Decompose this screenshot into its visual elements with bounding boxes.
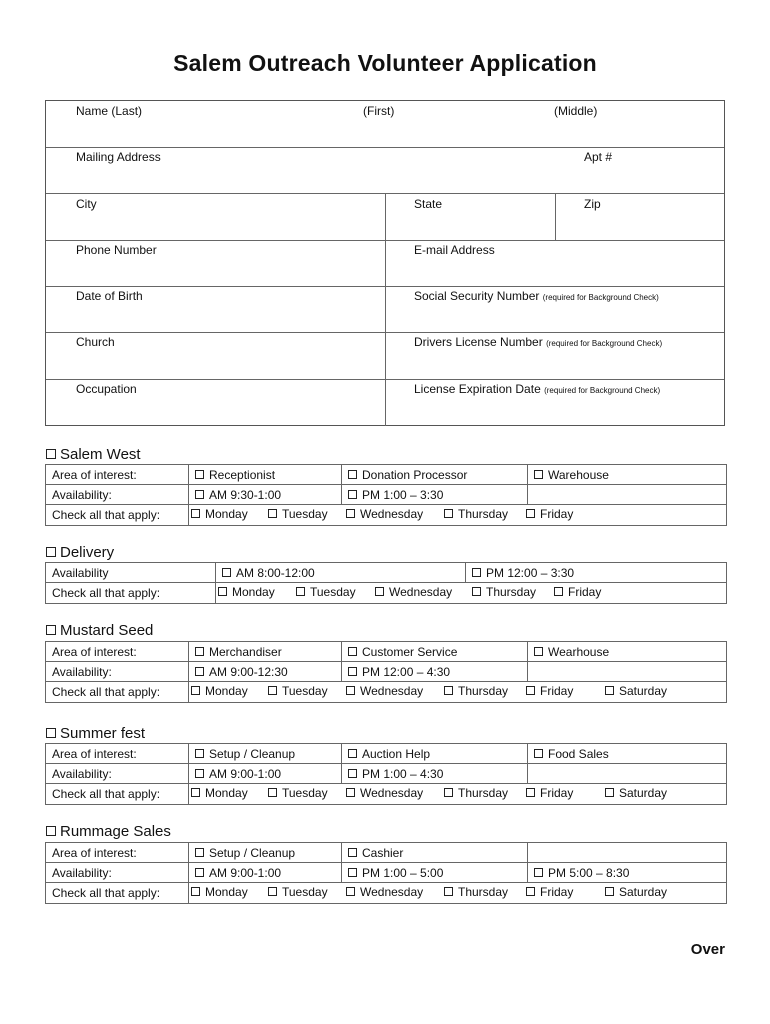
area-label: Area of interest: <box>46 843 189 863</box>
checkbox-icon[interactable] <box>348 868 357 877</box>
checkbox-icon[interactable] <box>605 686 614 695</box>
table-cell <box>528 465 727 485</box>
checkbox-icon <box>46 826 56 836</box>
table-cell <box>342 863 528 883</box>
checkbox-icon[interactable] <box>268 788 277 797</box>
salem-west-table <box>45 464 727 526</box>
table-cell <box>342 485 528 505</box>
checkbox-icon[interactable] <box>191 509 200 518</box>
background-check-note: (required for Background Check) <box>546 339 663 348</box>
drivers-license-field[interactable] <box>414 335 662 349</box>
summer-fest-checkbox[interactable] <box>46 725 145 742</box>
drivers-license-label: Drivers License Number <box>414 335 543 349</box>
checkbox-icon[interactable] <box>218 587 227 596</box>
table-cell <box>216 583 727 604</box>
summer-fest-title: Summer fest <box>60 725 146 742</box>
table-cell <box>342 662 528 682</box>
table-cell <box>528 744 727 764</box>
table-cell <box>342 465 528 485</box>
option-am[interactable]: AM 9:30-1:00 <box>209 487 282 502</box>
checkbox-icon[interactable] <box>348 647 357 656</box>
delivery-checkbox[interactable] <box>46 544 114 561</box>
city-field[interactable]: City <box>76 197 97 211</box>
area-label: Area of interest: <box>46 744 189 764</box>
checkbox-icon[interactable] <box>534 868 543 877</box>
option-pm[interactable]: PM 12:00 – 3:30 <box>486 565 575 580</box>
day-friday[interactable]: Friday <box>526 786 573 800</box>
checkbox-icon[interactable] <box>222 568 231 577</box>
checkbox-icon[interactable] <box>472 587 481 596</box>
table-cell <box>342 642 528 662</box>
checkbox-icon[interactable] <box>348 848 357 857</box>
license-expiration-field[interactable] <box>414 382 660 396</box>
area-label: Area of interest: <box>46 465 189 485</box>
option-food-sales[interactable]: Food Sales <box>548 746 609 761</box>
checkbox-icon[interactable] <box>534 647 543 656</box>
table-cell <box>189 843 342 863</box>
checkbox-icon[interactable] <box>526 509 535 518</box>
day-tuesday[interactable]: Tuesday <box>296 585 356 599</box>
table-cell <box>342 744 528 764</box>
option-cashier[interactable]: Cashier <box>362 845 404 860</box>
checkbox-icon[interactable] <box>348 490 357 499</box>
name-last-field[interactable]: Name (Last) <box>76 104 143 118</box>
background-check-note: (required for Background Check) <box>544 386 661 395</box>
ssn-label: Social Security Number <box>414 289 540 303</box>
day-friday[interactable]: Friday <box>526 684 573 698</box>
state-field[interactable]: State <box>414 197 443 211</box>
zip-field[interactable]: Zip <box>584 197 601 211</box>
check-all-label: Check all that apply: <box>46 784 189 805</box>
table-cell <box>528 485 727 505</box>
option-auction-help[interactable]: Auction Help <box>362 746 431 761</box>
checkbox-icon[interactable] <box>346 686 355 695</box>
table-cell <box>528 662 727 682</box>
day-thursday[interactable]: Thursday <box>472 585 536 599</box>
checkbox-icon[interactable] <box>534 470 543 479</box>
checkbox-icon[interactable] <box>191 887 200 896</box>
checkbox-icon[interactable] <box>534 749 543 758</box>
option-pm[interactable]: PM 1:00 – 4:30 <box>362 766 444 781</box>
checkbox-icon[interactable] <box>195 769 204 778</box>
checkbox-icon[interactable] <box>191 788 200 797</box>
dob-field[interactable]: Date of Birth <box>76 289 143 303</box>
option-pm[interactable]: PM 1:00 – 3:30 <box>362 487 444 502</box>
mustard-seed-title: Mustard Seed <box>60 622 154 639</box>
check-all-label: Check all that apply: <box>46 505 189 526</box>
table-cell <box>189 662 342 682</box>
checkbox-icon[interactable] <box>346 509 355 518</box>
occupation-field[interactable]: Occupation <box>76 382 137 396</box>
checkbox-icon[interactable] <box>526 887 535 896</box>
church-field[interactable]: Church <box>76 335 115 349</box>
checkbox-icon[interactable] <box>348 470 357 479</box>
option-customer-service[interactable]: Customer Service <box>362 644 458 659</box>
option-warehouse[interactable]: Warehouse <box>548 467 609 482</box>
rummage-sales-title: Rummage Sales <box>60 823 171 840</box>
table-cell <box>528 764 727 784</box>
checkbox-icon[interactable] <box>195 490 204 499</box>
background-check-note: (required for Background Check) <box>542 293 659 302</box>
day-friday[interactable]: Friday <box>526 507 573 521</box>
checkbox-icon[interactable] <box>348 749 357 758</box>
table-cell <box>189 744 342 764</box>
option-pm[interactable]: PM 12:00 – 4:30 <box>362 664 451 679</box>
checkbox-icon[interactable] <box>195 470 204 479</box>
table-cell <box>189 682 727 703</box>
grid-line <box>46 147 724 148</box>
checkbox-icon[interactable] <box>375 587 384 596</box>
check-all-label: Check all that apply: <box>46 883 189 904</box>
rummage-sales-checkbox[interactable] <box>46 823 171 840</box>
mustard-seed-checkbox[interactable] <box>46 622 153 639</box>
personal-info-grid <box>45 100 725 426</box>
option-merchandiser[interactable]: Merchandiser <box>209 644 282 659</box>
day-monday[interactable]: Monday <box>191 684 248 698</box>
day-tuesday[interactable]: Tuesday <box>268 885 328 899</box>
day-wednesday[interactable]: Wednesday <box>346 507 423 521</box>
table-cell <box>189 764 342 784</box>
table-cell <box>528 642 727 662</box>
table-cell <box>189 485 342 505</box>
option-setup-cleanup[interactable]: Setup / Cleanup <box>209 746 296 761</box>
checkbox-icon[interactable] <box>191 686 200 695</box>
grid-line <box>555 193 556 240</box>
checkbox-icon[interactable] <box>268 509 277 518</box>
checkbox-icon[interactable] <box>444 788 453 797</box>
availability-label: Availability: <box>46 764 189 784</box>
day-monday[interactable]: Monday <box>218 585 275 599</box>
day-thursday[interactable]: Thursday <box>444 786 508 800</box>
area-label: Area of interest: <box>46 642 189 662</box>
table-cell <box>189 505 727 526</box>
table-cell <box>189 642 342 662</box>
checkbox-icon[interactable] <box>444 887 453 896</box>
checkbox-icon[interactable] <box>268 686 277 695</box>
name-first-field[interactable]: (First) <box>363 104 395 118</box>
email-field[interactable]: E-mail Address <box>414 243 495 257</box>
day-monday[interactable]: Monday <box>191 786 248 800</box>
checkbox-icon <box>46 449 56 459</box>
summer-fest-table <box>45 743 727 805</box>
grid-line <box>385 193 386 426</box>
option-pm-late[interactable]: PM 5:00 – 8:30 <box>548 865 630 880</box>
option-pm-early[interactable]: PM 1:00 – 5:00 <box>362 865 444 880</box>
checkbox-icon[interactable] <box>472 568 481 577</box>
day-saturday[interactable]: Saturday <box>605 684 667 698</box>
checkbox-icon[interactable] <box>605 887 614 896</box>
day-friday[interactable]: Friday <box>526 885 573 899</box>
table-cell <box>216 563 466 583</box>
table-cell <box>189 863 342 883</box>
availability-label: Availability: <box>46 662 189 682</box>
day-monday[interactable]: Monday <box>191 885 248 899</box>
check-all-label: Check all that apply: <box>46 682 189 703</box>
checkbox-icon[interactable] <box>554 587 563 596</box>
option-wearhouse[interactable]: Wearhouse <box>548 644 610 659</box>
phone-field[interactable]: Phone Number <box>76 243 157 257</box>
checkbox-icon[interactable] <box>526 686 535 695</box>
name-middle-field[interactable]: (Middle) <box>554 104 598 118</box>
checkbox-icon <box>46 625 56 635</box>
option-donation-processor[interactable]: Donation Processor <box>362 467 468 482</box>
checkbox-icon[interactable] <box>526 788 535 797</box>
checkbox-icon[interactable] <box>444 686 453 695</box>
day-thursday[interactable]: Thursday <box>444 507 508 521</box>
day-tuesday[interactable]: Tuesday <box>268 786 328 800</box>
checkbox-icon[interactable] <box>348 667 357 676</box>
apt-field[interactable]: Apt # <box>584 150 613 164</box>
day-tuesday[interactable]: Tuesday <box>268 507 328 521</box>
table-cell <box>528 863 727 883</box>
day-saturday[interactable]: Saturday <box>605 786 667 800</box>
over-indicator: Over <box>690 941 725 958</box>
table-cell <box>189 883 727 904</box>
day-tuesday[interactable]: Tuesday <box>268 684 328 698</box>
table-cell <box>466 563 727 583</box>
table-cell <box>189 465 342 485</box>
day-wednesday[interactable]: Wednesday <box>346 786 423 800</box>
table-cell <box>342 764 528 784</box>
checkbox-icon[interactable] <box>195 647 204 656</box>
option-am[interactable]: AM 9:00-1:00 <box>209 766 282 781</box>
checkbox-icon[interactable] <box>268 887 277 896</box>
form-title: Salem Outreach Volunteer Application <box>173 50 597 76</box>
day-wednesday[interactable]: Wednesday <box>346 684 423 698</box>
option-receptionist[interactable]: Receptionist <box>209 467 276 482</box>
availability-label: Availability: <box>46 485 189 505</box>
mailing-address-field[interactable]: Mailing Address <box>76 150 161 164</box>
checkbox-icon[interactable] <box>296 587 305 596</box>
delivery-title: Delivery <box>60 544 115 561</box>
check-all-label: Check all that apply: <box>46 583 216 604</box>
checkbox-icon[interactable] <box>346 788 355 797</box>
checkbox-icon <box>46 728 56 738</box>
option-am[interactable]: AM 9:00-1:00 <box>209 865 282 880</box>
checkbox-icon[interactable] <box>195 667 204 676</box>
license-expiration-label: License Expiration Date <box>414 382 541 396</box>
salem-west-checkbox[interactable] <box>46 446 141 463</box>
table-cell <box>189 784 727 805</box>
day-wednesday[interactable]: Wednesday <box>346 885 423 899</box>
checkbox-icon <box>46 547 56 557</box>
checkbox-icon[interactable] <box>346 887 355 896</box>
checkbox-icon[interactable] <box>348 769 357 778</box>
availability-label: Availability: <box>46 863 189 883</box>
salem-west-title: Salem West <box>60 446 141 463</box>
delivery-table <box>45 562 727 604</box>
option-am[interactable]: AM 9:00-12:30 <box>209 664 288 679</box>
checkbox-icon[interactable] <box>195 749 204 758</box>
mustard-seed-table <box>45 641 727 703</box>
day-wednesday[interactable]: Wednesday <box>375 585 452 599</box>
day-monday[interactable]: Monday <box>191 507 248 521</box>
table-cell <box>342 843 528 863</box>
day-friday[interactable]: Friday <box>554 585 601 599</box>
checkbox-icon[interactable] <box>195 848 204 857</box>
availability-label: Availability <box>46 563 216 583</box>
rummage-sales-table <box>45 842 727 904</box>
day-thursday[interactable]: Thursday <box>444 885 508 899</box>
table-cell <box>528 843 727 863</box>
checkbox-icon[interactable] <box>195 868 204 877</box>
day-thursday[interactable]: Thursday <box>444 684 508 698</box>
ssn-field[interactable] <box>414 289 659 303</box>
day-saturday[interactable]: Saturday <box>605 885 667 899</box>
checkbox-icon[interactable] <box>605 788 614 797</box>
option-setup-cleanup[interactable]: Setup / Cleanup <box>209 845 296 860</box>
option-am[interactable]: AM 8:00-12:00 <box>236 565 315 580</box>
checkbox-icon[interactable] <box>444 509 453 518</box>
